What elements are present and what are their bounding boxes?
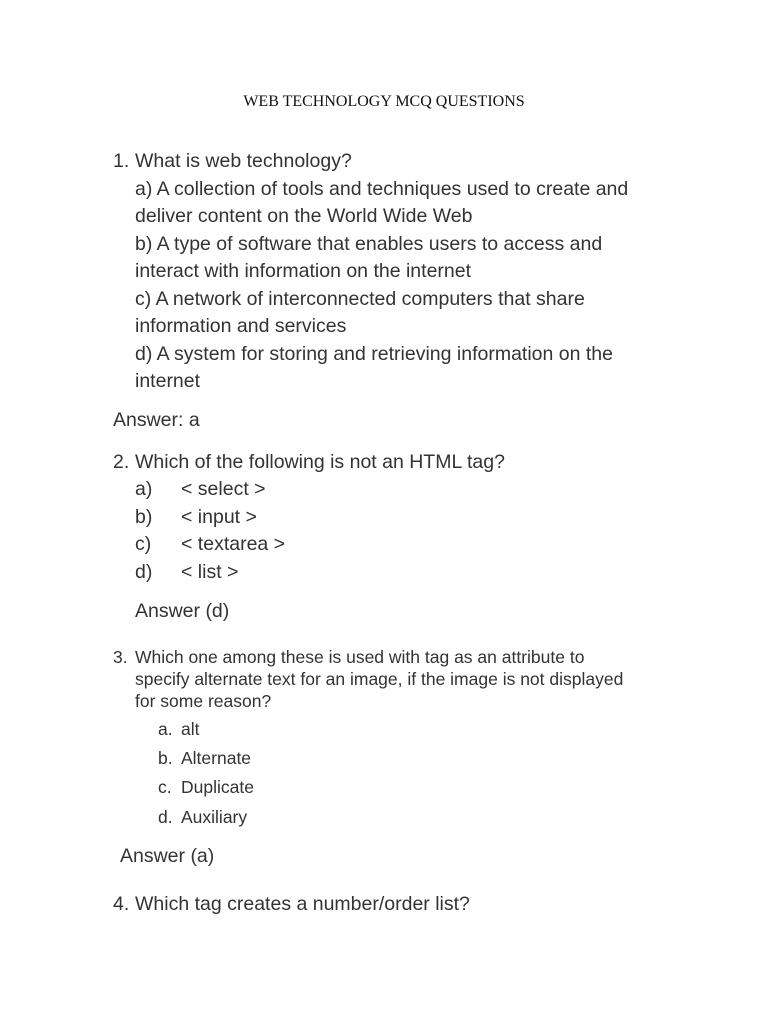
option-letter: d): [135, 560, 153, 583]
answer-key: Answer: a: [113, 409, 200, 431]
answer-line: d) A system for storing and retrieving information on the: [135, 342, 613, 365]
page-title: WEB TECHNOLOGY MCQ QUESTIONS: [243, 93, 525, 110]
answer-line: internet: [135, 370, 201, 392]
option-text: Alternate: [181, 748, 252, 768]
question-text: Which tag creates a number/order list?: [135, 893, 470, 915]
question-text: Which one among these is used with tag as an attribute to: [135, 647, 585, 667]
answer-line: b) A type of software that enables users to access and: [135, 232, 603, 255]
option-text: < input >: [181, 505, 257, 528]
option-letter: d.: [158, 807, 173, 827]
question-number: 3.: [113, 647, 128, 667]
answer-key: Answer (d): [135, 600, 230, 622]
option-text: Duplicate: [181, 777, 254, 797]
question-text: specify alternate text for an image, if the image is not displayed: [135, 669, 624, 689]
answer-line: interact with information on the internet: [135, 260, 472, 282]
option-letter: c.: [158, 777, 172, 797]
answer-line: c) A network of interconnected computers that share: [135, 287, 585, 310]
option-text: alt: [181, 719, 200, 739]
answer-line: information and services: [135, 315, 347, 337]
question-number: 2.: [113, 451, 130, 473]
answer-line: a) A collection of tools and techniques used to create and: [135, 177, 629, 200]
question-text: Which of the following is not an HTML tag?: [135, 451, 505, 473]
answer-line: deliver content on the World Wide Web: [135, 205, 473, 227]
question-text: for some reason?: [135, 691, 272, 711]
option-text: < list >: [181, 560, 239, 583]
option-text: < select >: [181, 478, 266, 500]
option-letter: c): [135, 533, 152, 555]
question-number: 4.: [113, 893, 130, 915]
option-letter: b): [135, 505, 153, 528]
option-letter: a): [135, 478, 153, 500]
answer-key: Answer (a): [120, 845, 215, 867]
option-text: Auxiliary: [181, 807, 248, 827]
option-letter: b.: [158, 748, 173, 768]
option-text: < textarea >: [181, 533, 286, 555]
question-number: 1.: [113, 150, 130, 172]
question-text: What is web technology?: [135, 150, 352, 172]
option-letter: a.: [158, 719, 173, 739]
